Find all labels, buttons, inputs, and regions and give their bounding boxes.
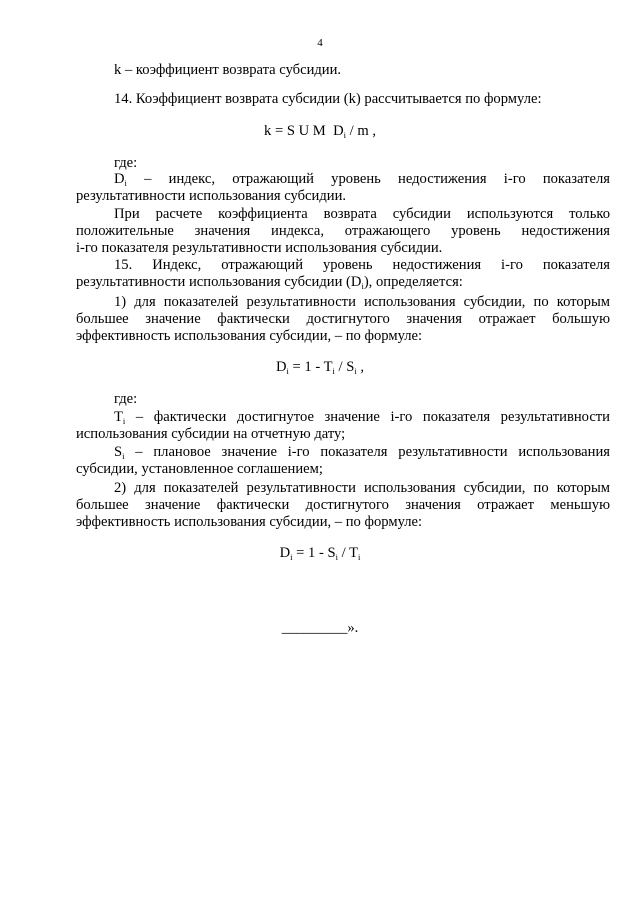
di-definition-text: – индекс, отражающий уровень недостижения i-го показателя (126, 171, 610, 187)
page-number: 4 (317, 37, 323, 49)
closing-line: _________». (281, 620, 359, 636)
formula2-d: D (275, 359, 287, 375)
formula2-sub2: i (332, 366, 335, 376)
formula3-sub3: i (358, 552, 361, 562)
di-subscript: i (124, 178, 127, 188)
si-symbol: S (114, 444, 123, 460)
ti-symbol: T (114, 409, 123, 425)
formula3-t: / T (338, 545, 359, 561)
case1-line1: 1) для показателей результативности использования субсидии, по которым (114, 294, 610, 310)
where-label-2: где: (114, 391, 138, 407)
di-symbol: D (114, 171, 125, 187)
formula-di-case2 (0, 545, 640, 566)
formula3-s: = 1 - S (292, 545, 336, 561)
positive-para-line1: При расчете коэффициента возврата субсидии используются только (114, 206, 610, 222)
formula3-sub1: i (290, 552, 293, 562)
formula2-sub3: i (354, 366, 357, 376)
formula3-sub2: i (335, 552, 338, 562)
positive-para-line3: i-го показателя результативности использования субсидии. (76, 240, 443, 256)
formula-k-rhs: / m , (345, 123, 376, 139)
formula2-sub1: i (286, 366, 289, 376)
ti-definition-line2: использования субсидии на отчетную дату; (76, 426, 346, 442)
paragraph-15-subscript: i (361, 281, 364, 291)
k-definition: k – коэффициент возврата субсидии. (114, 62, 342, 78)
positive-para-line2: положительные значения индекса, отражающего уровень недостижения (76, 223, 610, 239)
where-label-1: где: (114, 155, 138, 171)
si-definition-text: – плановое значение i-го показателя результативности использования (124, 444, 610, 460)
formula2-comma: , (356, 359, 365, 375)
formula2-t: = 1 - T (288, 359, 333, 375)
si-definition-line2: субсидии, установленное соглашением; (76, 461, 323, 477)
case1-line3: эффективность использования субсидии, – по формуле: (76, 328, 423, 344)
si-subscript: i (122, 451, 125, 461)
case2-line1: 2) для показателей результативности использования субсидии, по которым (114, 480, 610, 496)
formula-k-lhs: k = S U M D (264, 123, 344, 139)
case2-line3: эффективность использования субсидии, – по формуле: (76, 514, 423, 530)
paragraph-15-line1: 15. Индекс, отражающий уровень недостижения i-го показателя (114, 257, 610, 273)
paragraph-15-tail: ), определяется: (363, 274, 463, 290)
formula-di-case1 (0, 359, 640, 380)
formula3-d: D (279, 545, 291, 561)
di-definition-line2: результативности использования субсидии. (76, 188, 347, 204)
formula2-s: / S (334, 359, 355, 375)
formula-k-subscript: i (343, 130, 346, 140)
case1-line2: большее значение фактически достигнутого значения отражает большую (76, 311, 610, 327)
ti-subscript: i (122, 416, 126, 426)
paragraph-15-text: результативности использования субсидии (D (76, 274, 362, 290)
case2-line2: большее значение фактически достигнутого значения отражает меньшую (76, 497, 610, 513)
paragraph-15-line2 (76, 274, 610, 295)
ti-definition-text: – фактически достигнутое значение i-го показателя результативности (125, 409, 610, 425)
paragraph-14: 14. Коэффициент возврата субсидии (k) рассчитывается по формуле: (114, 91, 542, 107)
formula-k (0, 123, 640, 144)
